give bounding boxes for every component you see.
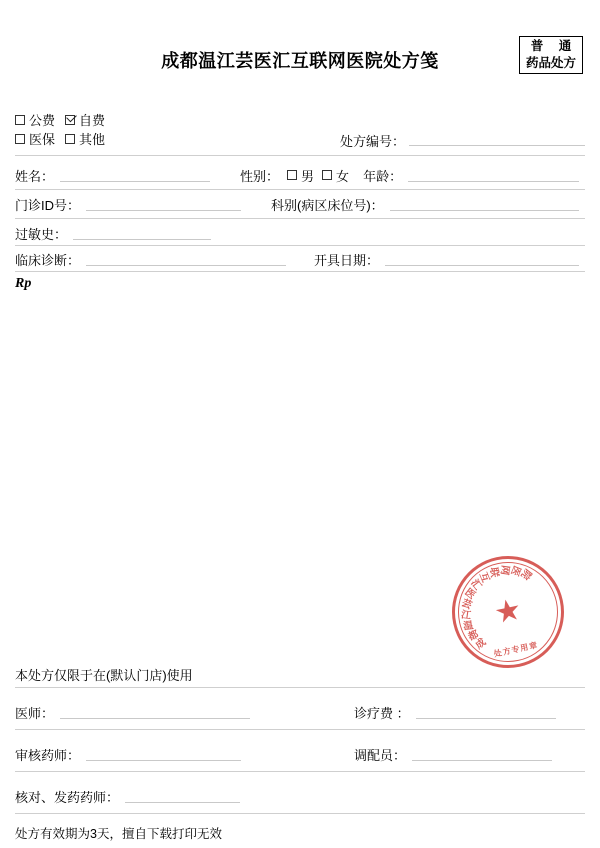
diagnosis-label: 临床诊断： (15, 252, 81, 268)
seal-ring-text: 成 都 温 江 芸 医 汇 互 联 网 医 院 (459, 563, 534, 652)
fee-field (300, 703, 585, 722)
row-checker (15, 787, 585, 805)
doctor-label: 医师： (15, 705, 55, 721)
doctor-input[interactable] (60, 705, 250, 719)
rp-marker: Rp (15, 276, 32, 291)
age-label: 年龄： (363, 168, 403, 184)
fee-input[interactable] (416, 705, 556, 719)
checkbox-female[interactable] (322, 170, 332, 180)
fee-label: 诊疗费 ： (354, 705, 410, 721)
prescription-number-field (340, 131, 585, 150)
divider-footer-2 (15, 729, 585, 730)
issue-date-label: 开具日期： (314, 252, 380, 268)
row-outpatient-department (15, 195, 585, 213)
department-input[interactable] (390, 197, 579, 211)
usage-note: 本处方仅限于在(默认门店)使用 (15, 668, 193, 683)
divider-3 (15, 218, 585, 219)
row-doctor-fee (15, 703, 585, 721)
divider-2 (15, 189, 585, 190)
prescription-number-label: 处方编号： (340, 134, 406, 149)
checkbox-medical-insurance[interactable] (15, 134, 25, 144)
checker-label: 核对、发药药师： (15, 789, 120, 805)
scan-artifact-1 (30, 296, 35, 308)
allergy-input[interactable] (73, 226, 211, 240)
outpatient-id-label: 门诊ID号： (15, 197, 81, 213)
payment-label-other: 其他 (79, 132, 106, 147)
seal-bottom-text: 处方专用章 (493, 640, 539, 659)
name-input[interactable] (60, 168, 210, 182)
divider-4 (15, 245, 585, 246)
checkbox-self-expense[interactable] (65, 115, 75, 125)
document-header (0, 0, 600, 92)
dispenser-field (300, 745, 585, 764)
prescription-type-line2: 药品处方 (525, 56, 576, 70)
prescription-type-line1: 普 通 (530, 39, 578, 53)
gender-option-male[interactable] (287, 166, 314, 185)
reviewer-label: 审核药师： (15, 747, 81, 763)
checkbox-public-expense[interactable] (15, 115, 25, 125)
doctor-field (15, 703, 300, 722)
payment-type-row-1 (15, 110, 115, 129)
dispenser-label: 调配员： (354, 747, 407, 763)
prescription-type-badge (519, 36, 583, 74)
official-seal (442, 546, 575, 679)
payment-label-insurance: 医保 (29, 132, 56, 147)
validity-note: 处方有效期为3天，擅自下载打印无效 (15, 827, 222, 841)
page-title: 成都温江芸医汇互联网医院处方笺 (161, 51, 439, 71)
gender-label: 性别： (240, 168, 280, 184)
divider-footer-3 (15, 771, 585, 772)
row-diagnosis-date (15, 250, 585, 268)
allergy-label: 过敏史： (15, 226, 68, 242)
row-name-gender-age (15, 166, 585, 184)
prescription-number-input[interactable] (409, 132, 585, 146)
payment-type-row-2 (15, 129, 115, 148)
issue-date-input[interactable] (385, 252, 579, 266)
name-label: 姓名： (15, 168, 55, 184)
reviewer-input[interactable] (86, 747, 241, 761)
payment-label-self: 自费 (79, 113, 106, 128)
reviewer-field (15, 745, 300, 764)
divider-footer-4 (15, 813, 585, 814)
row-reviewer-dispenser (15, 745, 585, 763)
gender-female-label: 女 (336, 168, 350, 184)
divider-1 (15, 155, 585, 156)
checkbox-other[interactable] (65, 134, 75, 144)
gender-male-label: 男 (301, 168, 315, 184)
diagnosis-input[interactable] (86, 252, 286, 266)
payment-label-public: 公费 (29, 113, 56, 128)
star-icon: ★ (491, 592, 525, 631)
outpatient-id-input[interactable] (86, 197, 241, 211)
divider-5 (15, 271, 585, 272)
checkbox-male[interactable] (287, 170, 297, 180)
checker-input[interactable] (125, 789, 240, 803)
row-allergy (15, 224, 585, 242)
department-label: 科别(病区床位号)： (271, 197, 384, 213)
age-input[interactable] (408, 168, 579, 182)
payment-type-group (15, 110, 115, 148)
gender-option-female[interactable] (322, 166, 349, 185)
dispenser-input[interactable] (412, 747, 552, 761)
checker-field (15, 787, 300, 806)
divider-footer-1 (15, 687, 585, 688)
